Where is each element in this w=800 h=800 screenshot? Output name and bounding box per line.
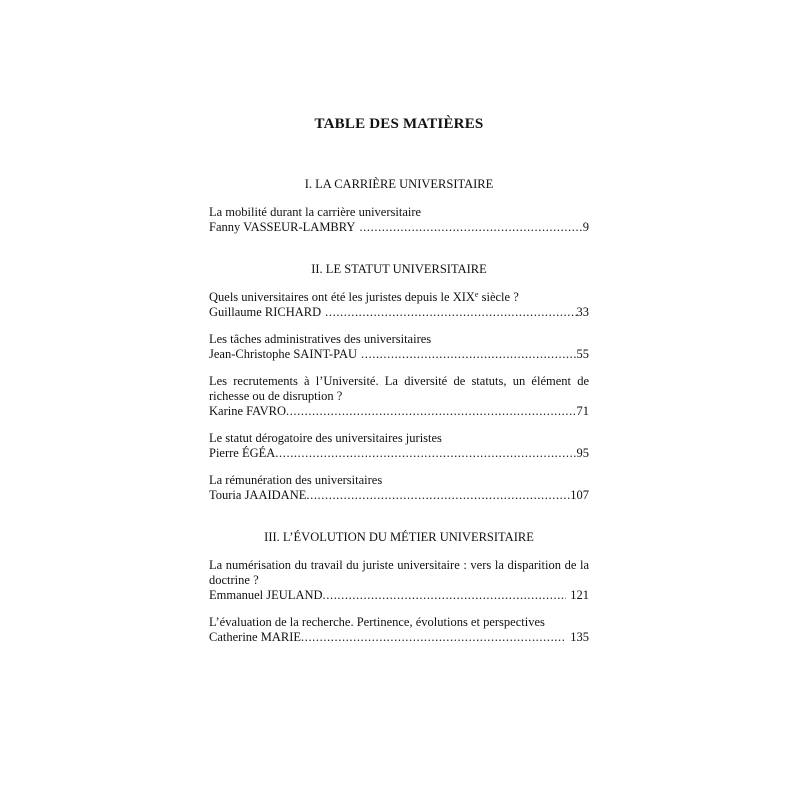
entry-title: La numérisation du travail du juriste universitaire : vers la disparition de la doctrine ? [209,558,589,587]
dot-leader [359,220,582,235]
entry-title: La mobilité durant la carrière universitaire [209,205,422,219]
entry-page-number: 33 [576,305,589,319]
toc-entry[interactable] [209,332,589,362]
entry-title: Quels universitaires ont été les juristes depuis le XIXe siècle ? [209,290,519,304]
entry-title: Les tâches administratives des universitaires [209,332,432,346]
dot-leader [325,305,576,320]
entry-author: Pierre ÉGÉA [209,446,276,460]
toc-entry[interactable] [209,205,589,235]
entry-title: Les recrutements à l’Université. La diversité de statuts, un élément de richesse ou de disruption ? [209,374,589,403]
section-heading-1: I. LA CARRIÈRE UNIVERSITAIRE [304,177,494,191]
entry-author: Guillaume RICHARD [209,305,322,319]
entry-page-number: 9 [582,220,589,234]
dot-leader [286,404,577,419]
entry-page-number: 95 [576,446,589,460]
dot-leader [306,488,570,503]
page-title: TABLE DES MATIÈRES [314,116,484,132]
document-page [209,0,589,800]
dot-leader [275,446,576,461]
entry-title: Le statut dérogatoire des universitaires juristes [209,431,442,445]
dot-leader [301,630,566,645]
entry-page-number: 135 [570,630,589,644]
entry-page-number: 71 [576,404,589,418]
entry-author: Touria JAAIDANE [209,488,307,502]
superscript: e [474,290,479,299]
entry-page-number: 107 [570,488,589,502]
toc-entry[interactable] [209,374,589,419]
entry-author: Karine FAVRO [209,404,286,418]
entry-page-number: 55 [576,347,589,361]
dot-leader [361,347,576,362]
section-heading-3: III. L’ÉVOLUTION DU MÉTIER UNIVERSITAIRE [264,530,534,544]
entry-author: Fanny VASSEUR-LAMBRY [209,220,356,234]
entry-author: Emmanuel JEULAND [209,588,323,602]
toc-entry[interactable] [209,431,589,461]
entry-author: Jean-Christophe SAINT-PAU [209,347,358,361]
toc-entry[interactable] [209,290,589,320]
section-heading-2: II. LE STATUT UNIVERSITAIRE [311,262,487,276]
dot-leader [323,588,567,603]
toc-entry[interactable] [209,473,589,503]
entry-title: La rémunération des universitaires [209,473,383,487]
toc-entry[interactable] [209,558,589,603]
entry-page-number: 121 [570,588,589,602]
entry-title: L’évaluation de la recherche. Pertinence, évolutions et perspectives [209,615,545,629]
toc-entry[interactable] [209,615,589,645]
entry-author: Catherine MARIE [209,630,301,644]
